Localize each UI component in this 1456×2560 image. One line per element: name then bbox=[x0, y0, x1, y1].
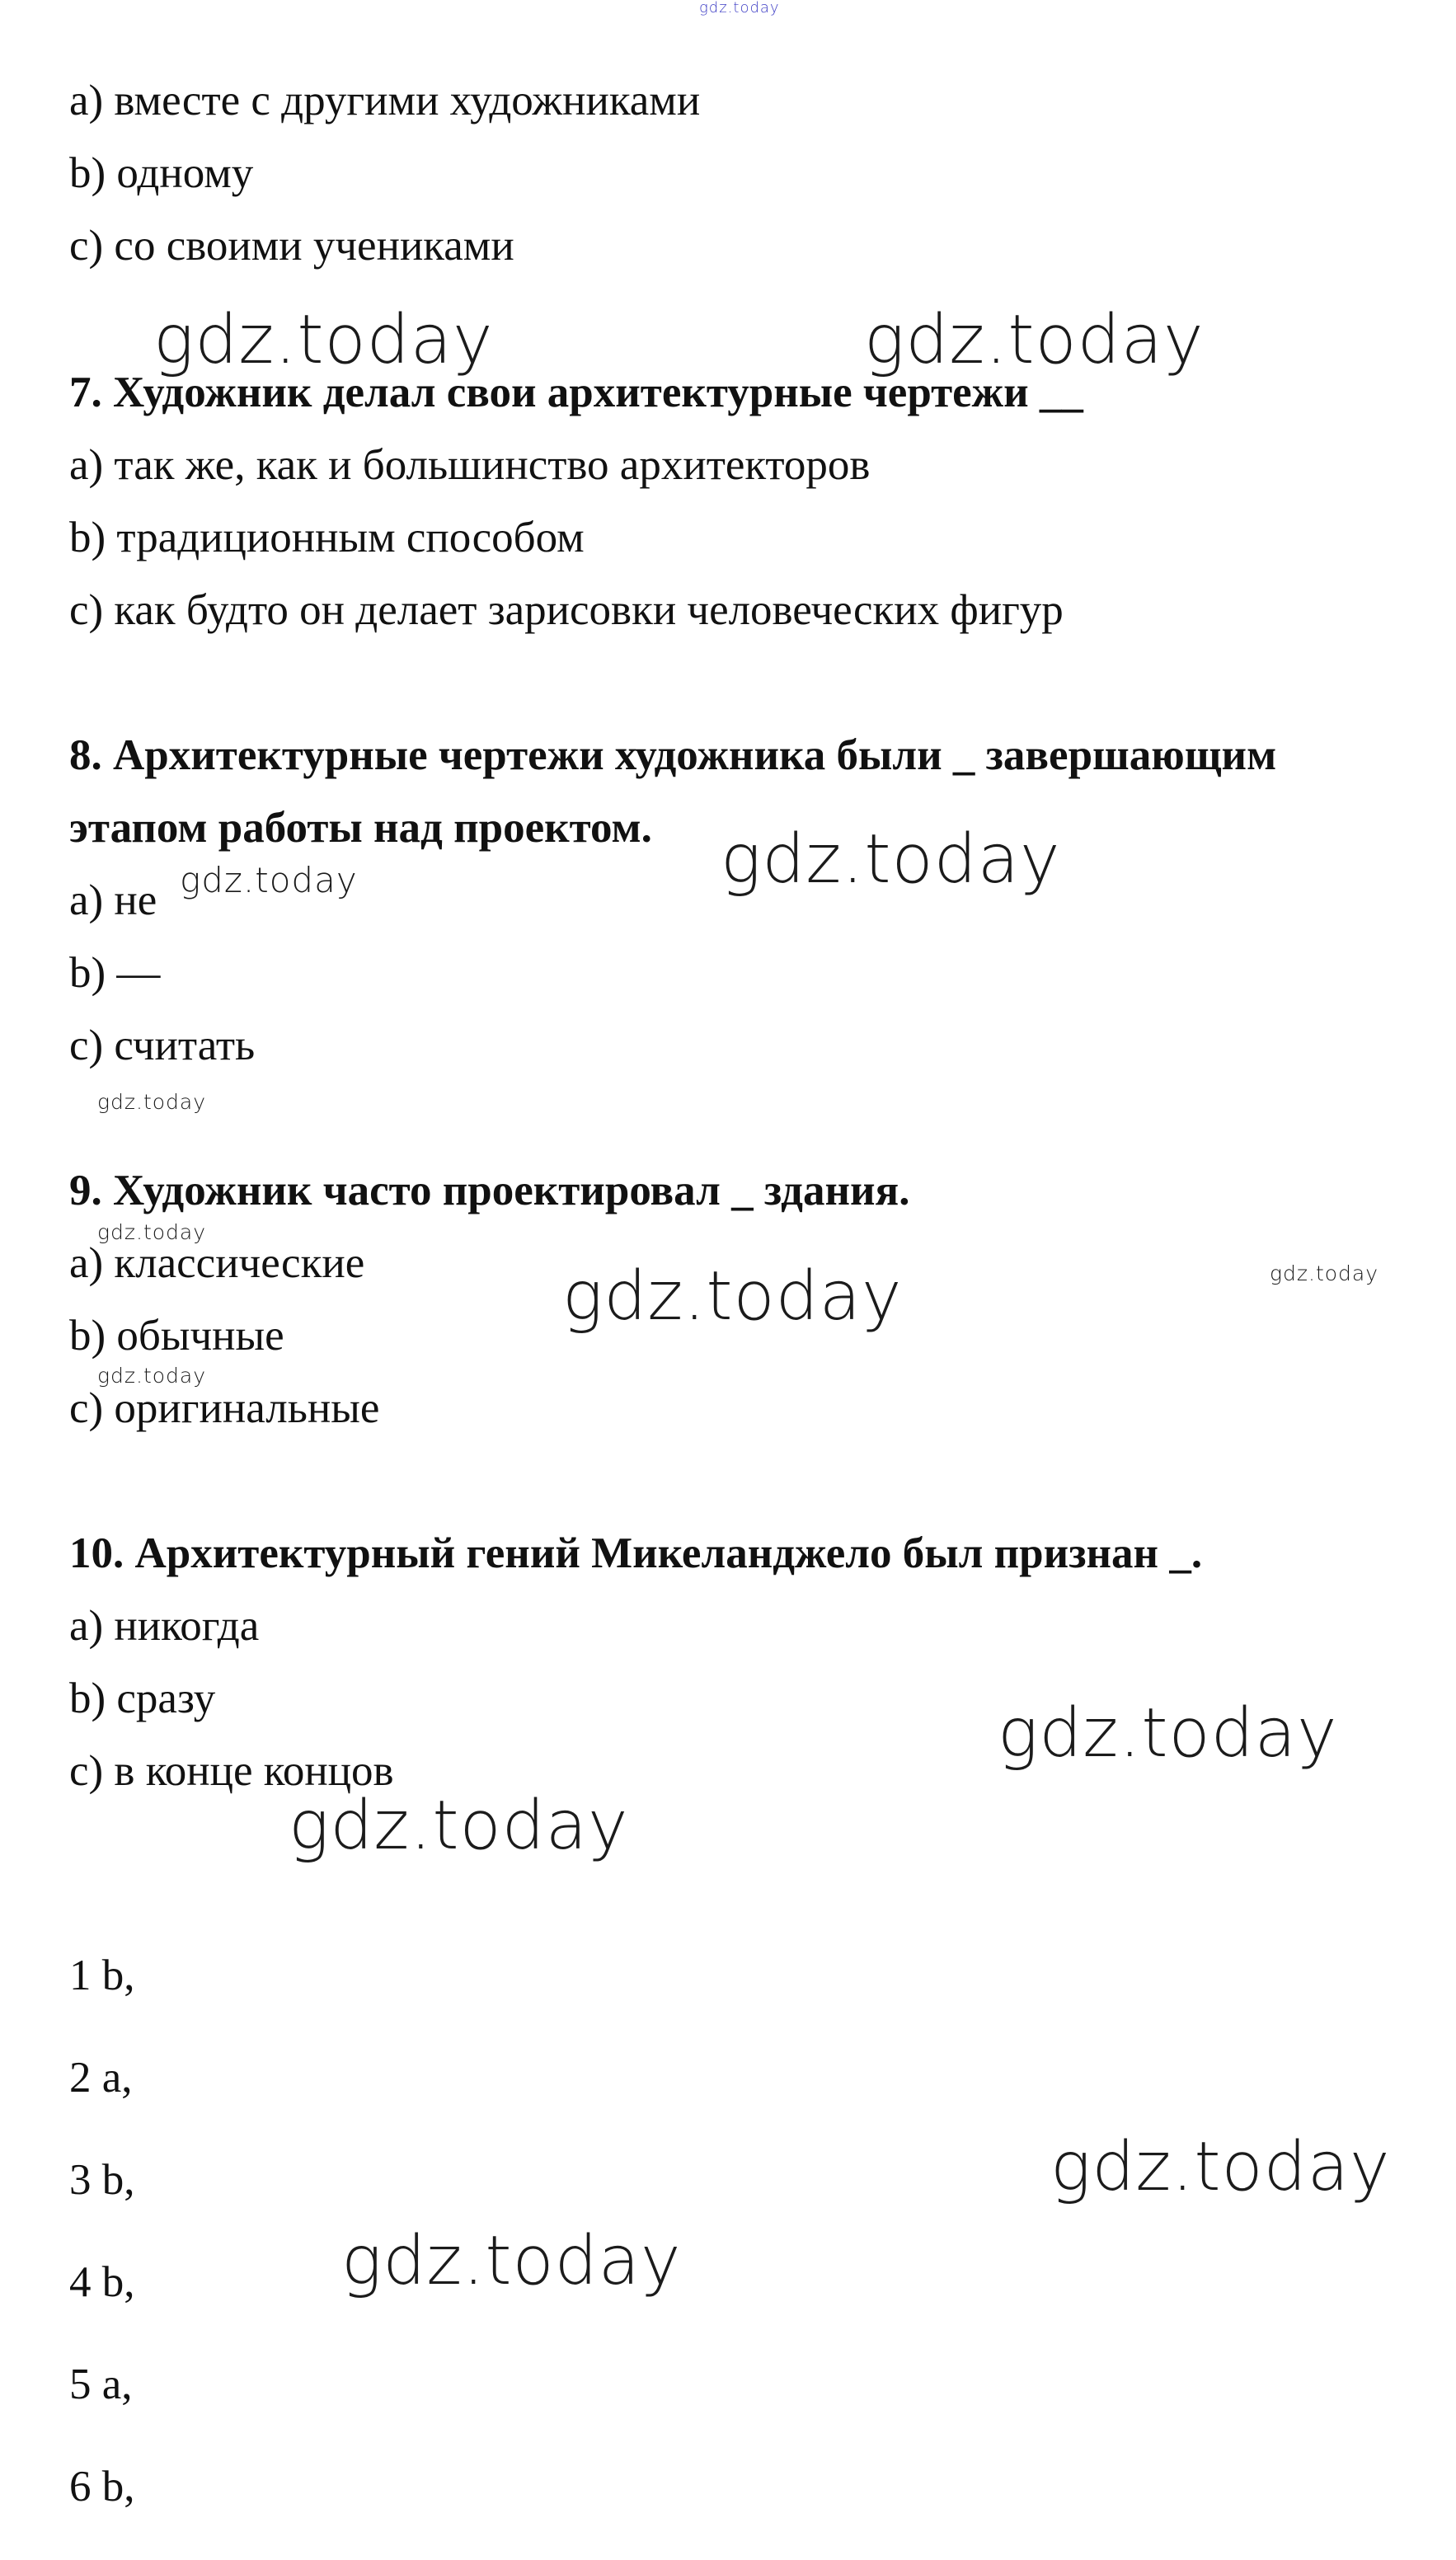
q9-option-c: c) оригинальные bbox=[69, 1384, 380, 1432]
question-10-title: 10. Архитектурный гений Микеланджело был признан _. bbox=[69, 1529, 1203, 1577]
q10-option-b: b) сразу bbox=[69, 1675, 216, 1722]
watermark: gdz.today bbox=[341, 2222, 682, 2300]
watermark: gdz.today bbox=[562, 1257, 903, 1336]
q7-option-a: a) так же, как и большинство архитекторов bbox=[69, 441, 871, 489]
answer-3: 3 b, bbox=[69, 2156, 135, 2204]
answer-4: 4 b, bbox=[69, 2258, 135, 2306]
q9-option-a: a) классические bbox=[69, 1239, 365, 1287]
q10-option-a: a) никогда bbox=[69, 1602, 260, 1650]
watermark-top: gdz.today bbox=[699, 0, 780, 16]
question-7-title: 7. Художник делал свои архитектурные чертежи __ bbox=[69, 369, 1083, 416]
q7-option-c: c) как будто он делает зарисовки человеческих фигур bbox=[69, 586, 1064, 634]
answer-6: 6 b, bbox=[69, 2463, 135, 2511]
q7-option-b: b) традиционным способом bbox=[69, 514, 585, 561]
answer-1: 1 b, bbox=[69, 1952, 135, 1999]
q10-option-c: c) в конце концов bbox=[69, 1747, 394, 1795]
q6-option-a: a) вместе с другими художниками bbox=[69, 77, 701, 124]
watermark: gdz.today bbox=[864, 301, 1205, 379]
question-9-title: 9. Художник часто проектировал _ здания. bbox=[69, 1167, 910, 1214]
q9-option-b: b) обычные bbox=[69, 1312, 284, 1360]
watermark: gdz.today bbox=[289, 1787, 629, 1865]
q8-option-b: b) — bbox=[69, 949, 161, 997]
q6-option-b: b) одному bbox=[69, 149, 254, 197]
watermark: gdz.today bbox=[153, 301, 494, 379]
watermark: gdz.today bbox=[998, 1694, 1338, 1773]
answer-2: 2 a, bbox=[69, 2054, 133, 2102]
watermark: gdz.today bbox=[1270, 1261, 1379, 1285]
watermark: gdz.today bbox=[97, 1364, 207, 1388]
q6-option-c: c) со своими учениками bbox=[69, 222, 514, 270]
question-8-title-line1: 8. Архитектурные чертежи художника были _ завершающим bbox=[69, 731, 1277, 779]
watermark: gdz.today bbox=[180, 860, 358, 900]
watermark: gdz.today bbox=[97, 1090, 207, 1114]
answer-5: 5 a, bbox=[69, 2360, 133, 2408]
watermark: gdz.today bbox=[1050, 2128, 1391, 2206]
question-8-title-line2: этапом работы над проектом. bbox=[69, 804, 652, 852]
watermark: gdz.today bbox=[97, 1220, 207, 1244]
watermark: gdz.today bbox=[721, 820, 1061, 899]
q8-option-a: a) не bbox=[69, 876, 157, 924]
q8-option-c: c) считать bbox=[69, 1022, 256, 1069]
